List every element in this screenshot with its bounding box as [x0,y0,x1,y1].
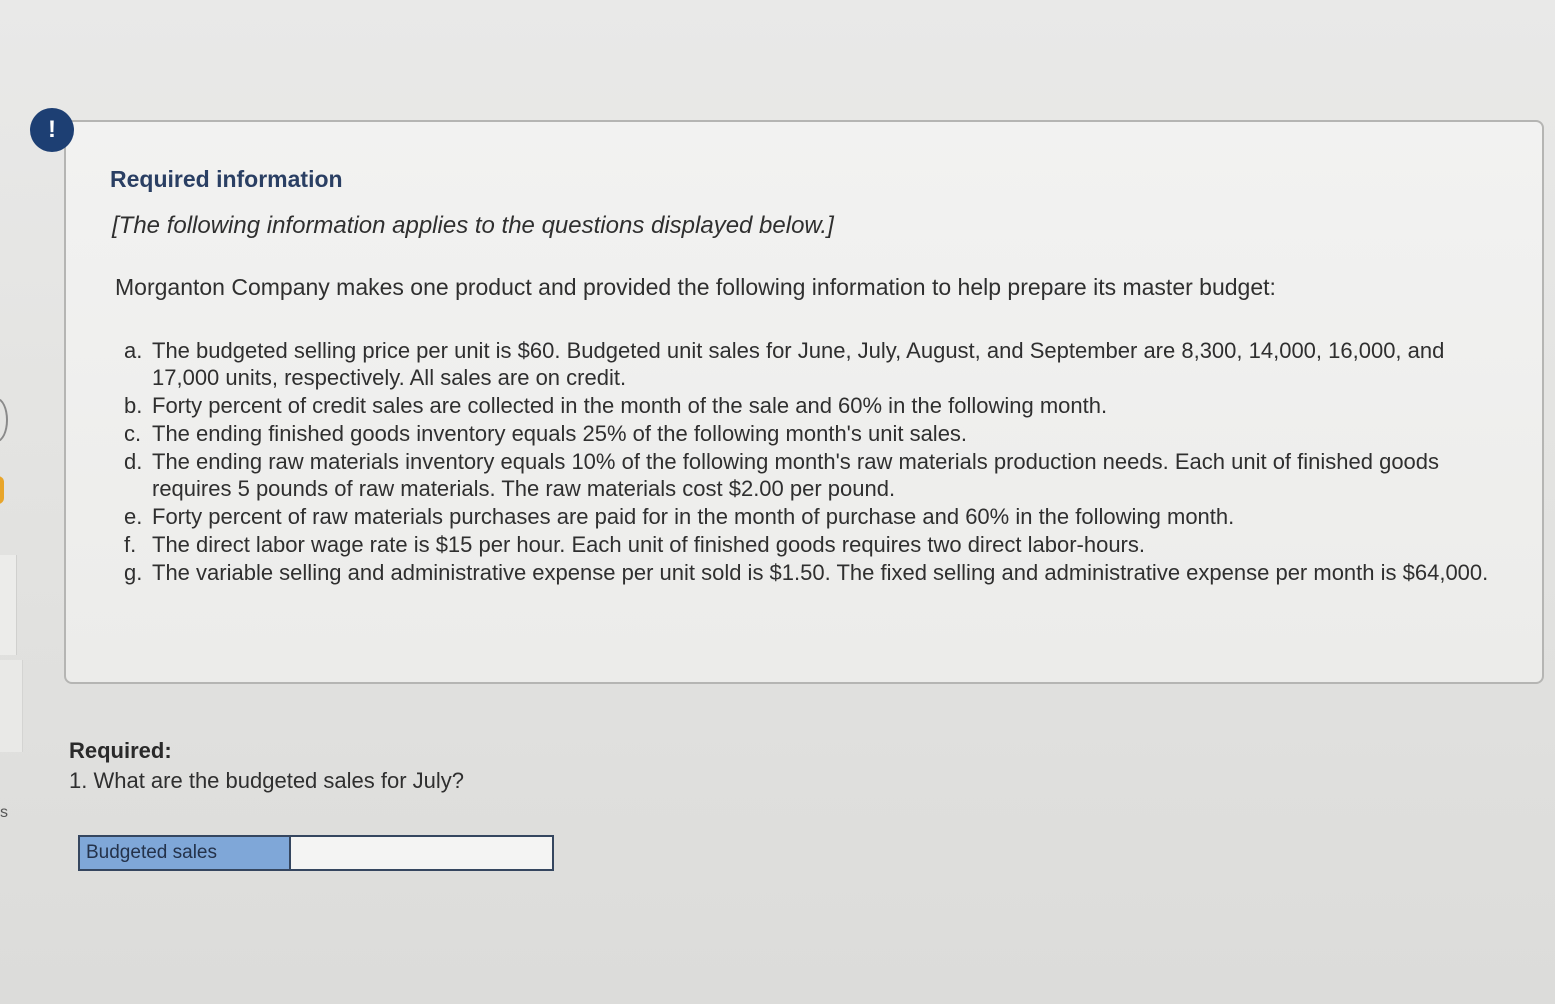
list-item [122,420,1492,447]
exclamation-icon: ! [30,108,74,152]
list-item-marker: a. [124,338,143,363]
list-item-marker: g. [124,560,143,585]
budgeted-sales-input[interactable] [291,837,552,869]
partial-status-indicator [0,476,4,504]
panel-heading: Required information [110,166,343,192]
list-item [122,448,1492,502]
list-item-text: Forty percent of raw materials purchases are paid for in the month of purchase and 60% in the following month. [152,504,1235,529]
list-item [122,392,1492,419]
panel-note: [The following information applies to the questions displayed below.] [112,212,834,239]
list-item-text: The ending raw materials inventory equals 10% of the following month's raw materials production needs. Each unit of finished goods requires 5 pounds of raw materials. The raw materials cost $2.00 per pound. [152,449,1440,501]
panel-intro: Morganton Company makes one product and provided the following information to help prepare its master budget: [115,274,1276,300]
list-item [122,559,1492,586]
list-item [122,337,1492,391]
list-item-text: The ending finished goods inventory equals 25% of the following month's unit sales. [152,421,968,446]
list-item-marker: b. [124,393,143,418]
answer-row [78,835,554,871]
partial-circle-icon [0,398,8,442]
list-item-text: Forty percent of credit sales are collected in the month of the sale and 60% in the following month. [152,393,1108,418]
list-item-text: The direct labor wage rate is $15 per hour. Each unit of finished goods requires two direct labor-hours. [152,532,1145,557]
partial-sidebar-text: s [0,804,8,821]
information-list [122,337,1492,587]
partial-sidebar-card [0,555,17,655]
list-item-marker: c. [124,421,142,446]
partial-sidebar-card-2 [0,660,23,752]
list-item-marker: e. [124,504,143,529]
required-section [69,738,464,794]
list-item-marker: f. [124,532,137,557]
list-item-marker: d. [124,449,143,474]
list-item-text: The variable selling and administrative expense per unit sold is $1.50. The fixed selling and administrative expense per month is $64,000. [152,560,1489,585]
required-question: 1. What are the budgeted sales for July? [69,768,465,793]
required-heading: Required: [69,738,172,763]
budgeted-sales-label: Budgeted sales [80,837,291,869]
list-item [122,503,1492,530]
list-item-text: The budgeted selling price per unit is $60. Budgeted unit sales for June, July, August, and September are 8,300, 14,000, 16,000, and 17,000 units, respectively. All sales are on credit. [152,338,1445,390]
list-item [122,531,1492,558]
